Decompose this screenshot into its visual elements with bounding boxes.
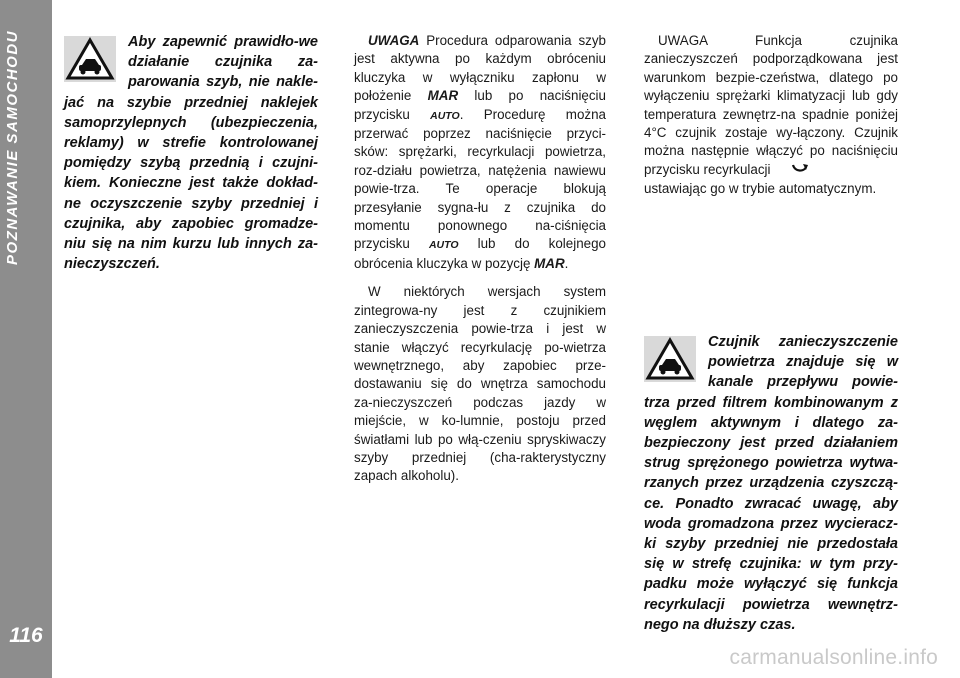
text-run: ustawiając go w trybie automatycznym. — [644, 180, 877, 196]
mar-label: MAR — [534, 255, 565, 271]
paragraph-note — [354, 32, 606, 273]
warning-text: Czujnik zanieczyszczenie powietrza znajduje się w kanale przepływu powie-trza przed filtrem kombinowanym z węglem aktywnym i dlatego za-bezpieczony jest przed działaniem strug sprężonego powietrza wytwa-rzanych przez urządzenia czyszczą-ce. Ponadto zwracać uwagę, aby woda gromadzona przez wycieracz-ki szyby przedniej nie przedostała się w strefę czujnika: w tym przy-padku może wyłączyć się funkcja recyrkulacji powietrza wewnętrz-nego na dłuższy czas. — [644, 333, 898, 633]
warning-text: Aby zapewnić prawidło-we działanie czujnika za-parowania szyb, nie nakle-jać na szybie przedniej naklejek samoprzylepnych (ubezpieczenia, reklamy) w strefie kontrolowanej pomiędzy szybą przednią i czujni-kiem. Konieczne jest także dokład-ne oczyszczenie szyby przedniej i czujnika, aby zapobiec gromadze-niu się na nim kurzu lub innych za-nieczyszczeń. — [64, 34, 318, 273]
text-run: Procedura odparowania szyb jest aktywna po każdym obróceniu kluczyka w wyłączniku zapłonu w położenie — [354, 33, 606, 104]
section-title: POZNAWANIE SAMOCHODU — [4, 30, 21, 266]
column-3 — [644, 32, 898, 635]
auto-label: AUTO — [428, 239, 459, 252]
text-run: UWAGA Funkcja czujnika zanieczyszczeń podporządkowana jest warunkom bezpie-czeństwa, dlatego po wyłączeniu sprężarki klimatyzacji lub gdy temperatura zewnętrz-na spadnie poniżej 4°C czujnik zostaje wy-łączony. Czujnik można następnie włączyć po naciśnięciu przycisku recyrkulacji — [644, 33, 898, 177]
auto-label: AUTO — [430, 109, 460, 122]
note-label: UWAGA — [368, 33, 420, 48]
text-run: . Procedurę można przerwać poprzez naciśnięcie przyci-sków: sprężarki, recyrkulacji powietrza, roz-działu powietrza, natężenia nawiewu powie-trza. Te operacje blokują przesyłanie sygna-łu z czujnika do momentu ponownego na-ciśnięcia przycisku — [354, 106, 606, 252]
text-run: lub po naciśnięciu przycisku — [354, 88, 606, 122]
mar-label: MAR — [427, 88, 459, 104]
sidebar — [0, 0, 52, 678]
text-run: lub do kolejnego obrócenia kluczyka w pozycję — [354, 236, 606, 271]
car-warning-triangle-icon — [644, 336, 696, 382]
paragraph-note-sensor — [644, 32, 898, 198]
column-1 — [64, 32, 318, 274]
car-warning-triangle-icon — [64, 36, 116, 82]
column-2 — [354, 32, 606, 486]
page-number: 116 — [9, 624, 43, 647]
paragraph-sensor: W niektórych wersjach system zintegrowa-ny jest z czujnikiem zanieczyszczenia powie-trza i jest w stanie włączyć recyrkulację po-wietrza wewnętrznego, aby zapobiec prze-dostawaniu się do wnętrza samochodu za-nieczyszczeń podczas jazdy w miejście, w ko-lumnie, postoju przed światłami lub po włą-czeniu spryskiwaczy szyby przedniej (cha-rakterystyczny zapach alkoholu). — [354, 284, 606, 484]
watermark: carmanualsonline.info — [729, 646, 938, 669]
text-run: . — [564, 255, 569, 271]
recirculation-icon — [777, 161, 809, 179]
